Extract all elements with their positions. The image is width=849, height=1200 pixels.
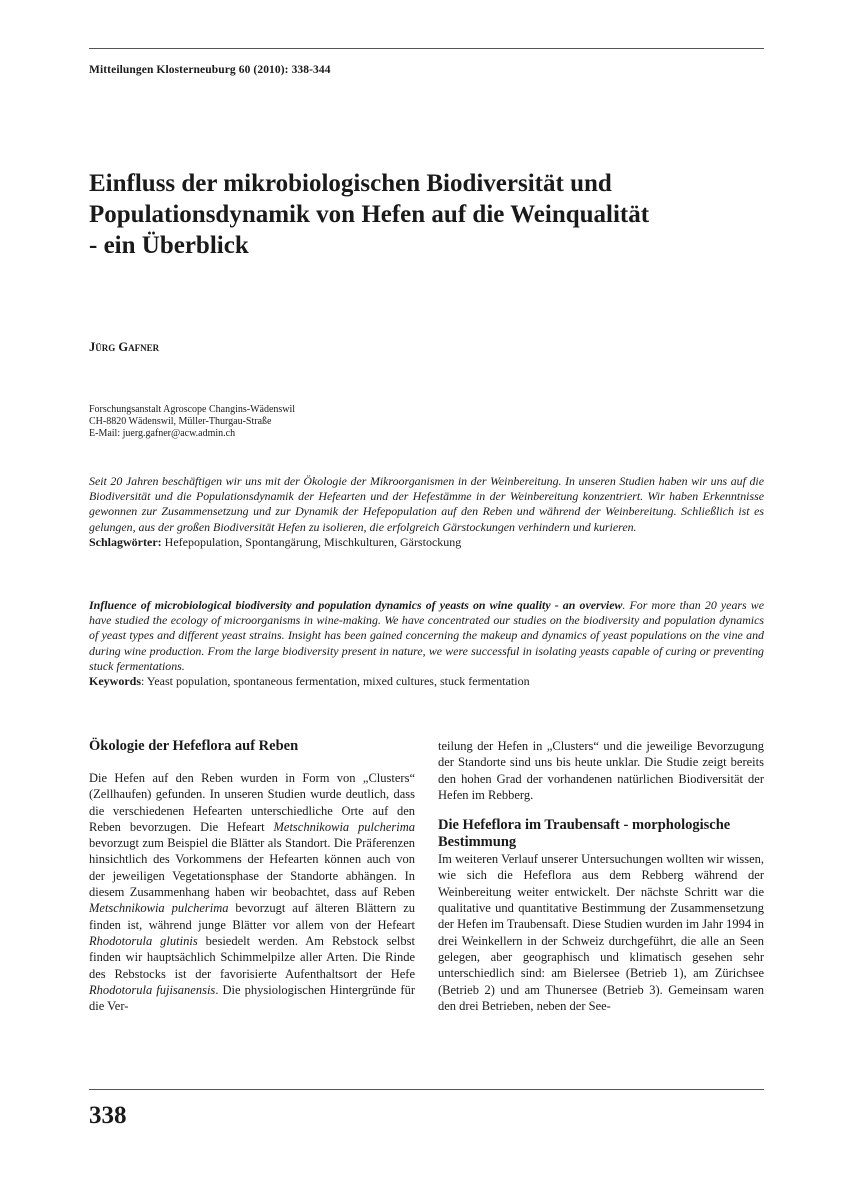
species-name: Rhodotorula glutinis (89, 933, 198, 948)
affiliation-line-2: CH-8820 Wädenswil, Müller-Thurgau-Straße (89, 416, 272, 427)
page-number: 338 (89, 1102, 127, 1129)
keywords-german-list: Hefepopulation, Spontangärung, Mischkulturen, Gärstockung (161, 534, 462, 549)
abstract-english-title: Influence of microbiological biodiversity and population dynamics of yeasts on wine quality - an overview (89, 598, 623, 612)
section-heading-oekologie: Ökologie der Hefeflora auf Reben (89, 738, 299, 754)
journal-citation: Mitteilungen Klosterneuburg 60 (2010): 338-344 (89, 64, 331, 76)
keywords-english (89, 674, 764, 689)
abstract-english-text: . For more than 20 years we have studied the ecology of microorganisms in wine-making. We have concentrated our studies on the biodiversity and population dynamics of yeast types and different yeast strains. Insight has been gained concerning the makeup and dynamics of yeast populations on the vine and during wine production. From the large biodiversity present in nature, we were successful in isolating yeasts capable of curing or preventing stuck fermentations. (89, 598, 764, 673)
text-run: Die Hefen auf den Reben wurden in Form von „Clusters“ (Zellhaufen) gefunden. In unseren Studien wurde deutlich, dass die verschiedenen Hefearten unterschiedliche Orte auf den Reben bevorzugen. Die Hefeart (89, 771, 415, 834)
abstract-english-body (89, 598, 764, 674)
keywords-german (89, 535, 764, 550)
abstract-english (89, 598, 764, 689)
species-name: Metschnikowia pulcherima (273, 819, 415, 834)
title-line-3: - ein Überblick (89, 232, 249, 259)
keywords-english-label: Keywords (89, 674, 141, 689)
text-run: bevorzugt zum Beispiel die Blätter als Standort. Die Präferenzen hinsichtlich des Vorkommens der Hefearten können auch von der jeweiligen Vegetationsphase der Standorte abhängen. In diesem Zusammenhang haben wir beobachtet, dass auf Reben (89, 836, 415, 900)
text-run: besiedelt werden. Am Rebstock selbst finden wir hauptsächlich Schimmelpilze aller Arten. Die Rinde des Rebstocks ist der favorisierte Aufenthaltsort der Hefe (89, 933, 415, 981)
affiliation-line-1: Forschungsanstalt Agroscope Changins-Wädenswil (89, 404, 296, 415)
author-first-name: Jürg (89, 340, 116, 354)
author-last-name: Gafner (118, 340, 160, 354)
species-name: Rhodotorula fujisanensis (89, 982, 216, 997)
left-column-paragraph (89, 770, 415, 1014)
right-column-paragraph-1: teilung der Hefen in „Clusters“ und die jeweilige Bevorzugung der Standorte sind uns bis heute unklar. Die Studie zeigt bereits den hohen Grad der vorhandenen natürlichen Biodiversität der Hefen im Rebberg. (438, 739, 764, 802)
title-line-2: Populationsdynamik von Hefen auf die Weinqualität (89, 201, 650, 228)
keywords-german-label: Schlagwörter: (89, 534, 162, 549)
top-rule (89, 48, 764, 49)
right-column-paragraph-2: Im weiteren Verlauf unserer Untersuchungen wollten wir wissen, wie sich die Hefeflora aus dem Rebberg während der Weinbereitung weiter entwickelt. Der nächste Schritt war die qualitative und quantitative Bestimmung der Zusammensetzung der Hefen im Traubensaft. Diese Studien wurden im Jahr 1994 in drei Weinkellern in der Schweiz durchgeführt, die alle an Seen gelegen, aber geographisch und klimatisch gesehen sehr unterschiedlich sind: am Bielersee (Betrieb 1), am Zürichsee (Betrieb 2) und am Thunersee (Betrieb 3). Gemeinsam waren den drei Betrieben, neben der See- (438, 852, 764, 1013)
text-run: . Die physiologischen Hintergründe für die Ver- (89, 982, 415, 1014)
abstract-german (89, 474, 764, 550)
right-column (438, 738, 764, 1014)
affiliation (89, 404, 295, 440)
abstract-german-text: Seit 20 Jahren beschäftigen wir uns mit der Ökologie der Mikroorganismen in der Weinbereitung. In unseren Studien haben wir uns auf die Biodiversität und die Populationsdynamik der Hefearten und der Hefestämme in der Weinbereitung konzentriert. Wir haben Erkenntnisse gewonnen zur Zusammensetzung und zur Dynamik der Hefepopulation auf den Reben und während der Weinbereitung. Schließlich ist es gelungen, aus der großen Biodiversität Hefen zu isolieren, die erfolgreich Gärstockungen verhindern und kurieren. (89, 474, 764, 534)
species-name: Metschnikowia pulcherima (89, 901, 229, 916)
section-heading-hefeflora-traubensaft: Die Hefeflora im Traubensaft - morphologische Bestimmung (438, 817, 731, 851)
author (89, 340, 159, 355)
footer-rule (89, 1089, 764, 1090)
article-title (89, 168, 789, 261)
title-line-1: Einfluss der mikrobiologischen Biodiversität und (89, 170, 612, 197)
keywords-english-list: : Yeast population, spontaneous fermentation, mixed cultures, stuck fermentation (141, 674, 530, 689)
text-run: bevorzugt auf älteren Blättern zu finden ist, während junge Blätter vor allem von der Hefeart (89, 901, 415, 932)
affiliation-email: E-Mail: juerg.gafner@acw.admin.ch (89, 428, 236, 439)
left-column (89, 738, 415, 1014)
